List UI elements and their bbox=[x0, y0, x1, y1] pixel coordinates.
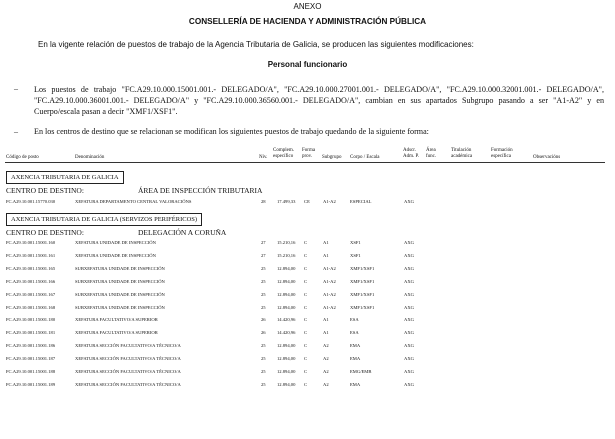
header-divider bbox=[5, 162, 605, 163]
cell-code: FC.A29.10.001.15001.167 bbox=[6, 291, 56, 297]
cell-niv: 26 bbox=[261, 317, 266, 323]
header-formacion bbox=[491, 148, 513, 160]
cell-adscr: AXG bbox=[404, 304, 414, 310]
cell-forma: C bbox=[304, 278, 308, 284]
header-titulacion-l1: Titulación bbox=[451, 148, 472, 153]
cell-code: FC.A29.10.001.15001.187 bbox=[6, 356, 56, 362]
cell-niv: 28 bbox=[261, 199, 266, 204]
table-row bbox=[0, 366, 615, 377]
cell-forma: C bbox=[304, 304, 308, 310]
cell-adscr: AXG bbox=[404, 317, 414, 323]
bullet-dash: – bbox=[14, 84, 18, 93]
cell-name: SUBXEFATURA UNIDADE DE INSPECCIÓN bbox=[75, 304, 165, 310]
cell-forma: C bbox=[304, 343, 308, 349]
header-formacion-l1: Formación bbox=[491, 148, 513, 153]
section-subtitle: Personal funcionario bbox=[267, 60, 348, 69]
centro-value-2: DELEGACIÓN A CORUÑA bbox=[138, 228, 227, 237]
header-complemento-l1: Complem. bbox=[273, 148, 294, 153]
cell-code: FC.A29.10.001.15001.161 bbox=[6, 252, 56, 258]
centro-label-1: CENTRO DE DESTINO: bbox=[6, 186, 84, 195]
section-box-2: AXENCIA TRIBUTARIA DE GALICIA (SERVIZOS PERIFÉRICOS) bbox=[6, 213, 202, 226]
section-box-1: AXENCIA TRIBUTARIA DE GALICIA bbox=[6, 171, 124, 184]
cell-name: XEFATURA SECCIÓN FACULTATIVO/A TÉCNICO/A bbox=[75, 343, 181, 349]
cell-corpo: EMA bbox=[350, 381, 361, 387]
header-forma-l1: Forma bbox=[302, 148, 316, 153]
table-row bbox=[0, 276, 615, 287]
cell-sub: A1 bbox=[323, 240, 329, 245]
cell-forma: C bbox=[304, 240, 308, 245]
table-row bbox=[0, 340, 615, 351]
cell-sub: A1-A2 bbox=[323, 199, 336, 204]
cell-adscr: AXG bbox=[404, 381, 414, 387]
header-subgrupo: Subgrupo bbox=[322, 155, 342, 160]
cell-adscr: AXG bbox=[404, 240, 414, 245]
header-forma-prov bbox=[302, 148, 315, 160]
header-adscr-l1: Adscr. bbox=[403, 148, 416, 153]
cell-code: FC.A29.10.001.15001.189 bbox=[6, 381, 56, 387]
centro-label-2: CENTRO DE DESTINO: bbox=[6, 228, 84, 237]
cell-niv: 25 bbox=[261, 356, 266, 362]
header-complemento-l2: específico bbox=[273, 154, 294, 159]
cell-corpo: XMF1/XSF1 bbox=[350, 304, 375, 310]
header-titulacion bbox=[451, 148, 472, 160]
cell-comp: 12.894,00 bbox=[277, 291, 296, 297]
header-complemento bbox=[273, 148, 294, 160]
header-area bbox=[426, 148, 436, 160]
header-denominacion: Denominación bbox=[75, 155, 105, 160]
cell-corpo: EMA bbox=[350, 343, 361, 349]
header-titulacion-l2: académica bbox=[451, 154, 473, 159]
header-area-l1: Área bbox=[426, 148, 436, 153]
cell-niv: 27 bbox=[261, 240, 266, 245]
cell-forma: C bbox=[304, 265, 308, 271]
cell-adscr: AXG bbox=[404, 356, 414, 362]
cell-name: XEFATURA SECCIÓN FACULTATIVO/A TÉCNICO/A bbox=[75, 369, 181, 374]
cell-comp: 12.894,00 bbox=[277, 356, 296, 362]
cell-forma: CE bbox=[304, 199, 310, 204]
cell-corpo: EMA bbox=[350, 356, 361, 362]
cell-code: FC.A29.10.001.15001.166 bbox=[6, 278, 56, 284]
cell-forma: C bbox=[304, 252, 308, 258]
cell-corpo: ESA bbox=[350, 330, 359, 336]
cell-comp: 14.420,96 bbox=[277, 317, 296, 323]
cell-code: FC.A29.10.001.15001.188 bbox=[6, 369, 56, 374]
cell-comp: 12.894,00 bbox=[277, 278, 296, 284]
cell-forma: C bbox=[304, 330, 308, 336]
cell-sub: A1 bbox=[323, 252, 329, 258]
table-row bbox=[0, 302, 615, 313]
cell-name: XEFATURA FACULTATIVO/A SUPERIOR bbox=[75, 330, 158, 336]
cell-adscr: AXG bbox=[404, 278, 414, 284]
cell-code: FC.A29.10.001.15001.168 bbox=[6, 304, 56, 310]
cell-code: FC.A29.10.001.15001.160 bbox=[6, 240, 56, 245]
cell-comp: 17.499,33 bbox=[277, 199, 296, 204]
cell-corpo: XMF1/XSF1 bbox=[350, 291, 375, 297]
cell-niv: 25 bbox=[261, 381, 266, 387]
cell-forma: C bbox=[304, 317, 308, 323]
header-nivel: Niv. bbox=[259, 155, 268, 160]
table-row bbox=[0, 314, 615, 325]
cell-sub: A1-A2 bbox=[323, 304, 336, 310]
cell-name: SUBXEFATURA UNIDADE DE INSPECCIÓN bbox=[75, 291, 165, 297]
bullet-text-2: En los centros de destino que se relacionan se modifican los siguientes puestos de trabajo quedando de la siguiente forma: bbox=[34, 127, 429, 136]
cell-sub: A1-A2 bbox=[323, 291, 336, 297]
cell-forma: C bbox=[304, 291, 308, 297]
table-row bbox=[0, 196, 615, 207]
cell-forma: C bbox=[304, 369, 308, 374]
cell-niv: 25 bbox=[261, 265, 266, 271]
cell-name: XEFATURA SECCIÓN FACULTATIVO/A TÉCNICO/A bbox=[75, 356, 181, 362]
table-row bbox=[0, 353, 615, 364]
document-title: CONSELLERÍA DE HACIENDA Y ADMINISTRACIÓN PÚBLICA bbox=[188, 17, 427, 26]
cell-code: FC.A29.10.001.15001.181 bbox=[6, 330, 56, 336]
cell-sub: A1-A2 bbox=[323, 265, 336, 271]
centro-value-1: ÁREA DE INSPECCIÓN TRIBUTARIA bbox=[138, 186, 263, 195]
table-row bbox=[0, 250, 615, 261]
cell-comp: 12.894,00 bbox=[277, 304, 296, 310]
cell-corpo: ESA bbox=[350, 317, 359, 323]
cell-sub: A2 bbox=[323, 369, 329, 374]
cell-niv: 25 bbox=[261, 369, 266, 374]
cell-code: FC.A29.10.001.15770.030 bbox=[6, 199, 56, 204]
table-row bbox=[0, 327, 615, 338]
cell-sub: A2 bbox=[323, 381, 329, 387]
header-formacion-l2: específica bbox=[491, 154, 511, 159]
cell-corpo: XSF1 bbox=[350, 252, 361, 258]
bullet-dash: – bbox=[14, 127, 18, 136]
cell-code: FC.A29.10.001.15001.186 bbox=[6, 343, 56, 349]
header-codigo: Código de posto bbox=[6, 155, 39, 160]
cell-code: FC.A29.10.001.15001.180 bbox=[6, 317, 56, 323]
cell-corpo: EMG/EMB bbox=[350, 369, 372, 374]
cell-adscr: AXG bbox=[404, 252, 414, 258]
cell-sub: A1-A2 bbox=[323, 278, 336, 284]
header-observaciones: Observacións bbox=[533, 155, 561, 160]
cell-comp: 15.210,16 bbox=[277, 252, 296, 258]
cell-adscr: AXG bbox=[404, 369, 414, 374]
cell-comp: 15.210,16 bbox=[277, 240, 296, 245]
header-cuerpo: Corpo / Escala bbox=[350, 155, 380, 160]
cell-forma: C bbox=[304, 356, 308, 362]
cell-comp: 12.894,00 bbox=[277, 381, 296, 387]
intro-paragraph: En la vigente relación de puestos de trabajo de la Agencia Tributaria de Galicia, se producen las siguientes modificaciones: bbox=[38, 40, 474, 49]
cell-corpo: XMF1/XSF1 bbox=[350, 278, 375, 284]
cell-name: XEFATURA UNIDADE DE INSPECCIÓN bbox=[75, 240, 156, 245]
table-row bbox=[0, 237, 615, 248]
cell-code: FC.A29.10.001.15001.165 bbox=[6, 265, 56, 271]
cell-niv: 25 bbox=[261, 304, 266, 310]
cell-name: XEFATURA UNIDADE DE INSPECCIÓN bbox=[75, 252, 156, 258]
header-area-l2: func. bbox=[426, 154, 437, 159]
cell-adscr: AXG bbox=[404, 343, 414, 349]
cell-comp: 12.894,00 bbox=[277, 343, 296, 349]
cell-comp: 12.894,00 bbox=[277, 265, 296, 271]
cell-comp: 12.894,00 bbox=[277, 369, 296, 374]
cell-niv: 25 bbox=[261, 291, 266, 297]
cell-name: XEFATURA FACULTATIVO/A SUPERIOR bbox=[75, 317, 158, 323]
cell-niv: 25 bbox=[261, 343, 266, 349]
cell-adscr: AXG bbox=[404, 199, 414, 204]
cell-name: XEFATURA DEPARTAMENTO CENTRAL VALORACIÓNS bbox=[75, 199, 192, 204]
cell-sub: A2 bbox=[323, 356, 329, 362]
table-row bbox=[0, 263, 615, 274]
cell-adscr: AXG bbox=[404, 330, 414, 336]
cell-niv: 27 bbox=[261, 252, 266, 258]
cell-adscr: AXG bbox=[404, 265, 414, 271]
cell-adscr: AXG bbox=[404, 291, 414, 297]
cell-sub: A2 bbox=[323, 343, 329, 349]
bullet-text-1: Los puestos de trabajo "FC.A29.10.000.15001.001.- DELEGADO/A", "FC.A29.10.000.27001.001.- DELEGADO/A", "FC.A29.10.000.32001.001.- DELEGADO/A", "FC.A29.10.000.36001.001.- DELEGADO/A" y "FC.A29.10.000.36560.001.- DELEGADO/A", cambian en sus apartados Subgrupo pasando a ser "A1-A2" y en Cuerpo/escala pasan a decir "XMF1/XSF1". bbox=[34, 85, 604, 116]
cell-corpo: XSF1 bbox=[350, 240, 361, 245]
cell-sub: A1 bbox=[323, 317, 329, 323]
header-adscr-l2: Adm. P. bbox=[403, 154, 419, 159]
annex-label: ANEXO bbox=[293, 2, 322, 11]
cell-corpo: ESPECIAL bbox=[350, 199, 372, 204]
cell-niv: 25 bbox=[261, 278, 266, 284]
cell-name: XEFATURA SECCIÓN FACULTATIVO/A TÉCNICO/A bbox=[75, 381, 181, 387]
header-forma-l2: prov. bbox=[302, 154, 313, 159]
header-adscr bbox=[403, 148, 419, 160]
table-row bbox=[0, 379, 615, 390]
cell-name: SUBXEFATURA UNIDADE DE INSPECCIÓN bbox=[75, 278, 165, 284]
table-row bbox=[0, 289, 615, 300]
cell-niv: 26 bbox=[261, 330, 266, 336]
cell-name: SUBXEFATURA UNIDADE DE INSPECCIÓN bbox=[75, 265, 165, 271]
cell-corpo: XMF1/XSF1 bbox=[350, 265, 375, 271]
cell-forma: C bbox=[304, 381, 308, 387]
cell-comp: 14.420,96 bbox=[277, 330, 296, 336]
cell-sub: A1 bbox=[323, 330, 329, 336]
